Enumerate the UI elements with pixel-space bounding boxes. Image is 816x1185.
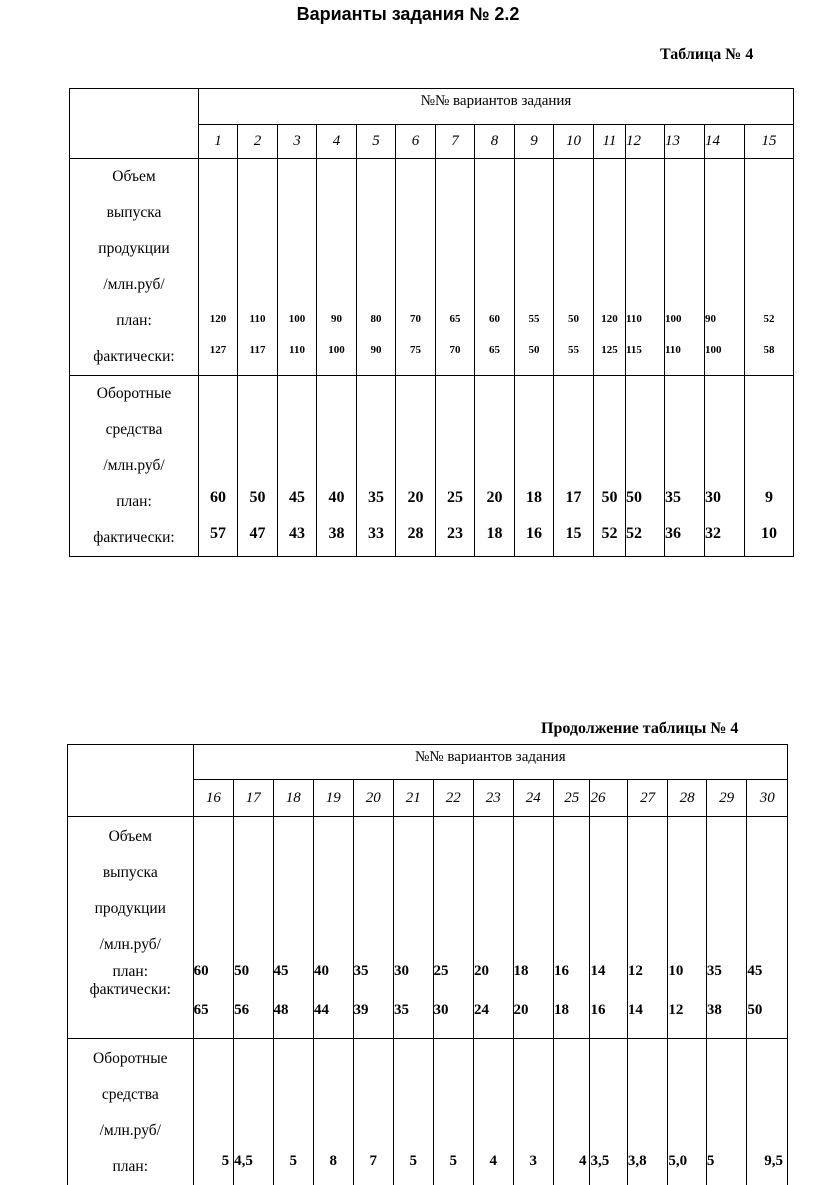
plan-value: 4 bbox=[474, 1143, 512, 1185]
table-caption: Таблица № 4 bbox=[660, 46, 753, 64]
fact-value: 110 bbox=[665, 335, 704, 375]
data-cell bbox=[193, 1039, 234, 1185]
plan-value: 5 bbox=[434, 1143, 474, 1185]
plan-value: 50 bbox=[234, 952, 272, 991]
variant-number: 10 bbox=[554, 125, 594, 159]
plan-value: 110 bbox=[238, 304, 277, 335]
plan-value: 3,8 bbox=[628, 1143, 668, 1185]
plan-value: 18 bbox=[515, 480, 553, 516]
data-cell bbox=[273, 817, 314, 1039]
fact-value: 125 bbox=[594, 335, 625, 375]
data-cell bbox=[314, 817, 353, 1039]
variants-table-2 bbox=[67, 744, 788, 1185]
data-cell bbox=[353, 817, 394, 1039]
fact-value: 65 bbox=[475, 335, 514, 375]
plan-value: 52 bbox=[745, 304, 793, 335]
data-cell bbox=[353, 1039, 394, 1185]
plan-value: 40 bbox=[314, 952, 352, 991]
plan-value: 50 bbox=[626, 480, 664, 516]
fact-value: 44 bbox=[314, 991, 352, 1030]
plan-value: 40 bbox=[317, 480, 356, 516]
plan-value: 60 bbox=[475, 304, 514, 335]
data-cell bbox=[594, 159, 626, 376]
fact-value: 39 bbox=[354, 991, 394, 1030]
plan-value: 5 bbox=[707, 1143, 747, 1185]
data-cell bbox=[668, 1039, 706, 1185]
variants-table-1 bbox=[69, 88, 794, 557]
variant-number: 7 bbox=[436, 125, 475, 159]
label-line: /млн.руб/ bbox=[70, 267, 198, 303]
variant-number: 28 bbox=[668, 780, 706, 817]
data-cell bbox=[515, 159, 554, 376]
fact-value: 70 bbox=[436, 335, 474, 375]
fact-value: 43 bbox=[278, 516, 316, 556]
table-caption-continued: Продолжение таблицы № 4 bbox=[541, 720, 738, 738]
data-cell bbox=[199, 376, 238, 557]
plan-value: 7 bbox=[354, 1143, 394, 1185]
fact-value: 38 bbox=[707, 991, 747, 1030]
label-line: выпуска bbox=[68, 855, 193, 891]
plan-value: 50 bbox=[594, 480, 625, 516]
data-cell bbox=[193, 817, 234, 1039]
variant-number: 9 bbox=[515, 125, 554, 159]
variant-number: 22 bbox=[433, 780, 474, 817]
fact-value: 36 bbox=[665, 516, 704, 556]
data-cell bbox=[590, 817, 627, 1039]
fact-value: 117 bbox=[238, 335, 277, 375]
data-cell bbox=[705, 159, 745, 376]
plan-value: 5,0 bbox=[668, 1143, 705, 1185]
variant-number: 20 bbox=[353, 780, 394, 817]
plan-value: 90 bbox=[317, 304, 356, 335]
fact-value: 18 bbox=[554, 991, 589, 1030]
plan-value: 3,5 bbox=[590, 1143, 626, 1185]
variant-number: 21 bbox=[394, 780, 433, 817]
data-cell bbox=[394, 1039, 433, 1185]
label-line: /млн.руб/ bbox=[70, 448, 198, 484]
variant-number: 11 bbox=[594, 125, 626, 159]
plan-value: 45 bbox=[278, 480, 316, 516]
data-cell bbox=[513, 817, 554, 1039]
plan-value: 4,5 bbox=[234, 1143, 272, 1185]
data-cell bbox=[278, 159, 317, 376]
plan-value: 18 bbox=[514, 952, 554, 991]
fact-value: 16 bbox=[590, 991, 626, 1030]
data-cell bbox=[474, 1039, 513, 1185]
label-line: план: bbox=[70, 484, 198, 520]
variant-number: 24 bbox=[513, 780, 554, 817]
data-cell bbox=[475, 159, 515, 376]
data-cell bbox=[234, 817, 273, 1039]
variant-number: 4 bbox=[317, 125, 357, 159]
variant-number: 5 bbox=[357, 125, 396, 159]
label-line: Объем bbox=[70, 159, 198, 195]
fact-value: 50 bbox=[747, 991, 787, 1030]
fact-value: 57 bbox=[199, 516, 237, 556]
plan-value: 5 bbox=[194, 1143, 230, 1185]
plan-value: 20 bbox=[474, 952, 512, 991]
fact-value: 100 bbox=[705, 335, 744, 375]
data-cell bbox=[515, 376, 554, 557]
data-cell bbox=[317, 159, 357, 376]
plan-value: 5 bbox=[394, 1143, 432, 1185]
label-line: Объем bbox=[68, 819, 193, 855]
label-line: фактически: bbox=[70, 339, 198, 375]
plan-value: 35 bbox=[665, 480, 704, 516]
plan-value: 3 bbox=[514, 1143, 554, 1185]
page-title: Варианты задания № 2.2 bbox=[0, 4, 816, 25]
data-cell bbox=[396, 376, 436, 557]
data-cell bbox=[747, 1039, 788, 1185]
variant-number: 3 bbox=[278, 125, 317, 159]
plan-value: 30 bbox=[394, 952, 432, 991]
corner-cell bbox=[68, 745, 194, 817]
label-line: фактически: bbox=[70, 520, 198, 556]
variant-number: 26 bbox=[590, 780, 627, 817]
fact-value: 23 bbox=[436, 516, 474, 556]
plan-value: 70 bbox=[396, 304, 435, 335]
data-cell bbox=[394, 817, 433, 1039]
data-cell bbox=[706, 817, 747, 1039]
variant-number: 23 bbox=[474, 780, 513, 817]
fact-value: 115 bbox=[626, 335, 664, 375]
data-cell bbox=[745, 376, 794, 557]
data-cell bbox=[436, 376, 475, 557]
plan-value: 35 bbox=[357, 480, 395, 516]
variant-number: 15 bbox=[745, 125, 794, 159]
plan-value: 5 bbox=[274, 1143, 314, 1185]
fact-value: 24 bbox=[474, 991, 512, 1030]
fact-value: 32 bbox=[705, 516, 744, 556]
fact-value: 14 bbox=[628, 991, 668, 1030]
variant-number: 19 bbox=[314, 780, 353, 817]
label-line: выпуска bbox=[70, 195, 198, 231]
data-cell bbox=[554, 376, 594, 557]
variants-header: №№ вариантов задания bbox=[193, 745, 787, 780]
variant-number: 12 bbox=[626, 125, 665, 159]
fact-value: 12 bbox=[668, 991, 705, 1030]
plan-value: 60 bbox=[194, 952, 234, 991]
data-cell bbox=[513, 1039, 554, 1185]
data-cell bbox=[433, 817, 474, 1039]
label-line: средства bbox=[68, 1077, 193, 1113]
data-cell bbox=[238, 376, 278, 557]
variant-number: 13 bbox=[665, 125, 705, 159]
variant-number: 16 bbox=[193, 780, 234, 817]
label-line: план: bbox=[68, 1149, 193, 1185]
plan-value: 120 bbox=[199, 304, 237, 335]
data-cell bbox=[436, 159, 475, 376]
label-line: Оборотные bbox=[70, 376, 198, 412]
data-cell bbox=[668, 817, 706, 1039]
data-cell bbox=[314, 1039, 353, 1185]
data-cell bbox=[474, 817, 513, 1039]
label-line: /млн.руб/ bbox=[68, 927, 193, 963]
fact-value: 65 bbox=[194, 991, 234, 1030]
data-cell bbox=[199, 159, 238, 376]
data-cell bbox=[554, 817, 590, 1039]
plan-value: 35 bbox=[354, 952, 394, 991]
plan-value: 14 bbox=[590, 952, 626, 991]
plan-value: 9,5 bbox=[747, 1143, 783, 1185]
label-line: фактически: bbox=[68, 981, 193, 999]
fact-value: 110 bbox=[278, 335, 316, 375]
data-cell bbox=[745, 159, 794, 376]
variant-number: 29 bbox=[706, 780, 747, 817]
plan-value: 30 bbox=[705, 480, 744, 516]
plan-value: 120 bbox=[594, 304, 625, 335]
variant-number: 2 bbox=[238, 125, 278, 159]
fact-value: 35 bbox=[394, 991, 432, 1030]
data-cell bbox=[357, 376, 396, 557]
data-cell bbox=[705, 376, 745, 557]
data-cell bbox=[626, 376, 665, 557]
data-cell bbox=[554, 1039, 590, 1185]
label-line: план: bbox=[68, 963, 193, 981]
plan-value: 100 bbox=[665, 304, 704, 335]
row-label-volume bbox=[70, 159, 199, 376]
plan-value: 25 bbox=[436, 480, 474, 516]
plan-value: 20 bbox=[475, 480, 514, 516]
plan-value: 17 bbox=[554, 480, 593, 516]
plan-value: 35 bbox=[707, 952, 747, 991]
plan-value: 16 bbox=[554, 952, 589, 991]
fact-value: 75 bbox=[396, 335, 435, 375]
plan-value: 50 bbox=[554, 304, 593, 335]
fact-value: 55 bbox=[554, 335, 593, 375]
fact-value: 52 bbox=[594, 516, 625, 556]
fact-value: 127 bbox=[199, 335, 237, 375]
data-cell bbox=[665, 159, 705, 376]
fact-value: 52 bbox=[626, 516, 664, 556]
data-cell bbox=[433, 1039, 474, 1185]
label-line: продукции bbox=[70, 231, 198, 267]
plan-value: 80 bbox=[357, 304, 395, 335]
label-line: Оборотные bbox=[68, 1041, 193, 1077]
plan-value: 9 bbox=[745, 480, 793, 516]
variant-number: 25 bbox=[554, 780, 590, 817]
fact-value: 20 bbox=[514, 991, 554, 1030]
variants-header: №№ вариантов задания bbox=[199, 89, 794, 125]
plan-value: 8 bbox=[314, 1143, 352, 1185]
data-cell bbox=[594, 376, 626, 557]
data-cell bbox=[238, 159, 278, 376]
fact-value: 33 bbox=[357, 516, 395, 556]
plan-value: 60 bbox=[199, 480, 237, 516]
plan-value: 100 bbox=[278, 304, 316, 335]
plan-value: 110 bbox=[626, 304, 664, 335]
variant-number: 14 bbox=[705, 125, 745, 159]
data-cell bbox=[626, 159, 665, 376]
data-cell bbox=[627, 1039, 668, 1185]
corner-cell bbox=[70, 89, 199, 159]
variant-number: 17 bbox=[234, 780, 273, 817]
data-cell bbox=[747, 817, 788, 1039]
row-label-volume bbox=[68, 817, 194, 1039]
plan-value: 50 bbox=[238, 480, 277, 516]
variant-number: 1 bbox=[199, 125, 238, 159]
data-cell bbox=[273, 1039, 314, 1185]
label-line: план: bbox=[70, 303, 198, 339]
data-cell bbox=[475, 376, 515, 557]
label-line: /млн.руб/ bbox=[68, 1113, 193, 1149]
plan-value: 65 bbox=[436, 304, 474, 335]
fact-value: 10 bbox=[745, 516, 793, 556]
data-cell bbox=[627, 817, 668, 1039]
fact-value: 28 bbox=[396, 516, 435, 556]
fact-value: 50 bbox=[515, 335, 553, 375]
plan-value: 12 bbox=[628, 952, 668, 991]
fact-value: 18 bbox=[475, 516, 514, 556]
plan-value: 45 bbox=[274, 952, 314, 991]
variant-number: 27 bbox=[627, 780, 668, 817]
fact-value: 30 bbox=[434, 991, 474, 1030]
fact-value: 16 bbox=[515, 516, 553, 556]
label-line: продукции bbox=[68, 891, 193, 927]
plan-value: 20 bbox=[396, 480, 435, 516]
plan-value: 25 bbox=[434, 952, 474, 991]
variant-number: 8 bbox=[475, 125, 515, 159]
label-line: средства bbox=[70, 412, 198, 448]
data-cell bbox=[278, 376, 317, 557]
data-cell bbox=[706, 1039, 747, 1185]
fact-value: 56 bbox=[234, 991, 272, 1030]
variant-number: 6 bbox=[396, 125, 436, 159]
fact-value: 47 bbox=[238, 516, 277, 556]
plan-value: 10 bbox=[668, 952, 705, 991]
plan-value: 90 bbox=[705, 304, 744, 335]
fact-value: 100 bbox=[317, 335, 356, 375]
plan-value: 55 bbox=[515, 304, 553, 335]
row-label-capital bbox=[68, 1039, 194, 1185]
data-cell bbox=[396, 159, 436, 376]
plan-value: 4 bbox=[554, 1143, 586, 1185]
plan-value: 45 bbox=[747, 952, 787, 991]
fact-value: 15 bbox=[554, 516, 593, 556]
row-label-capital bbox=[70, 376, 199, 557]
fact-value: 58 bbox=[745, 335, 793, 375]
data-cell bbox=[234, 1039, 273, 1185]
fact-value: 38 bbox=[317, 516, 356, 556]
data-cell bbox=[357, 159, 396, 376]
fact-value: 90 bbox=[357, 335, 395, 375]
data-cell bbox=[665, 376, 705, 557]
variant-number: 18 bbox=[273, 780, 314, 817]
fact-value: 48 bbox=[274, 991, 314, 1030]
data-cell bbox=[554, 159, 594, 376]
variant-number: 30 bbox=[747, 780, 788, 817]
data-cell bbox=[317, 376, 357, 557]
data-cell bbox=[590, 1039, 627, 1185]
